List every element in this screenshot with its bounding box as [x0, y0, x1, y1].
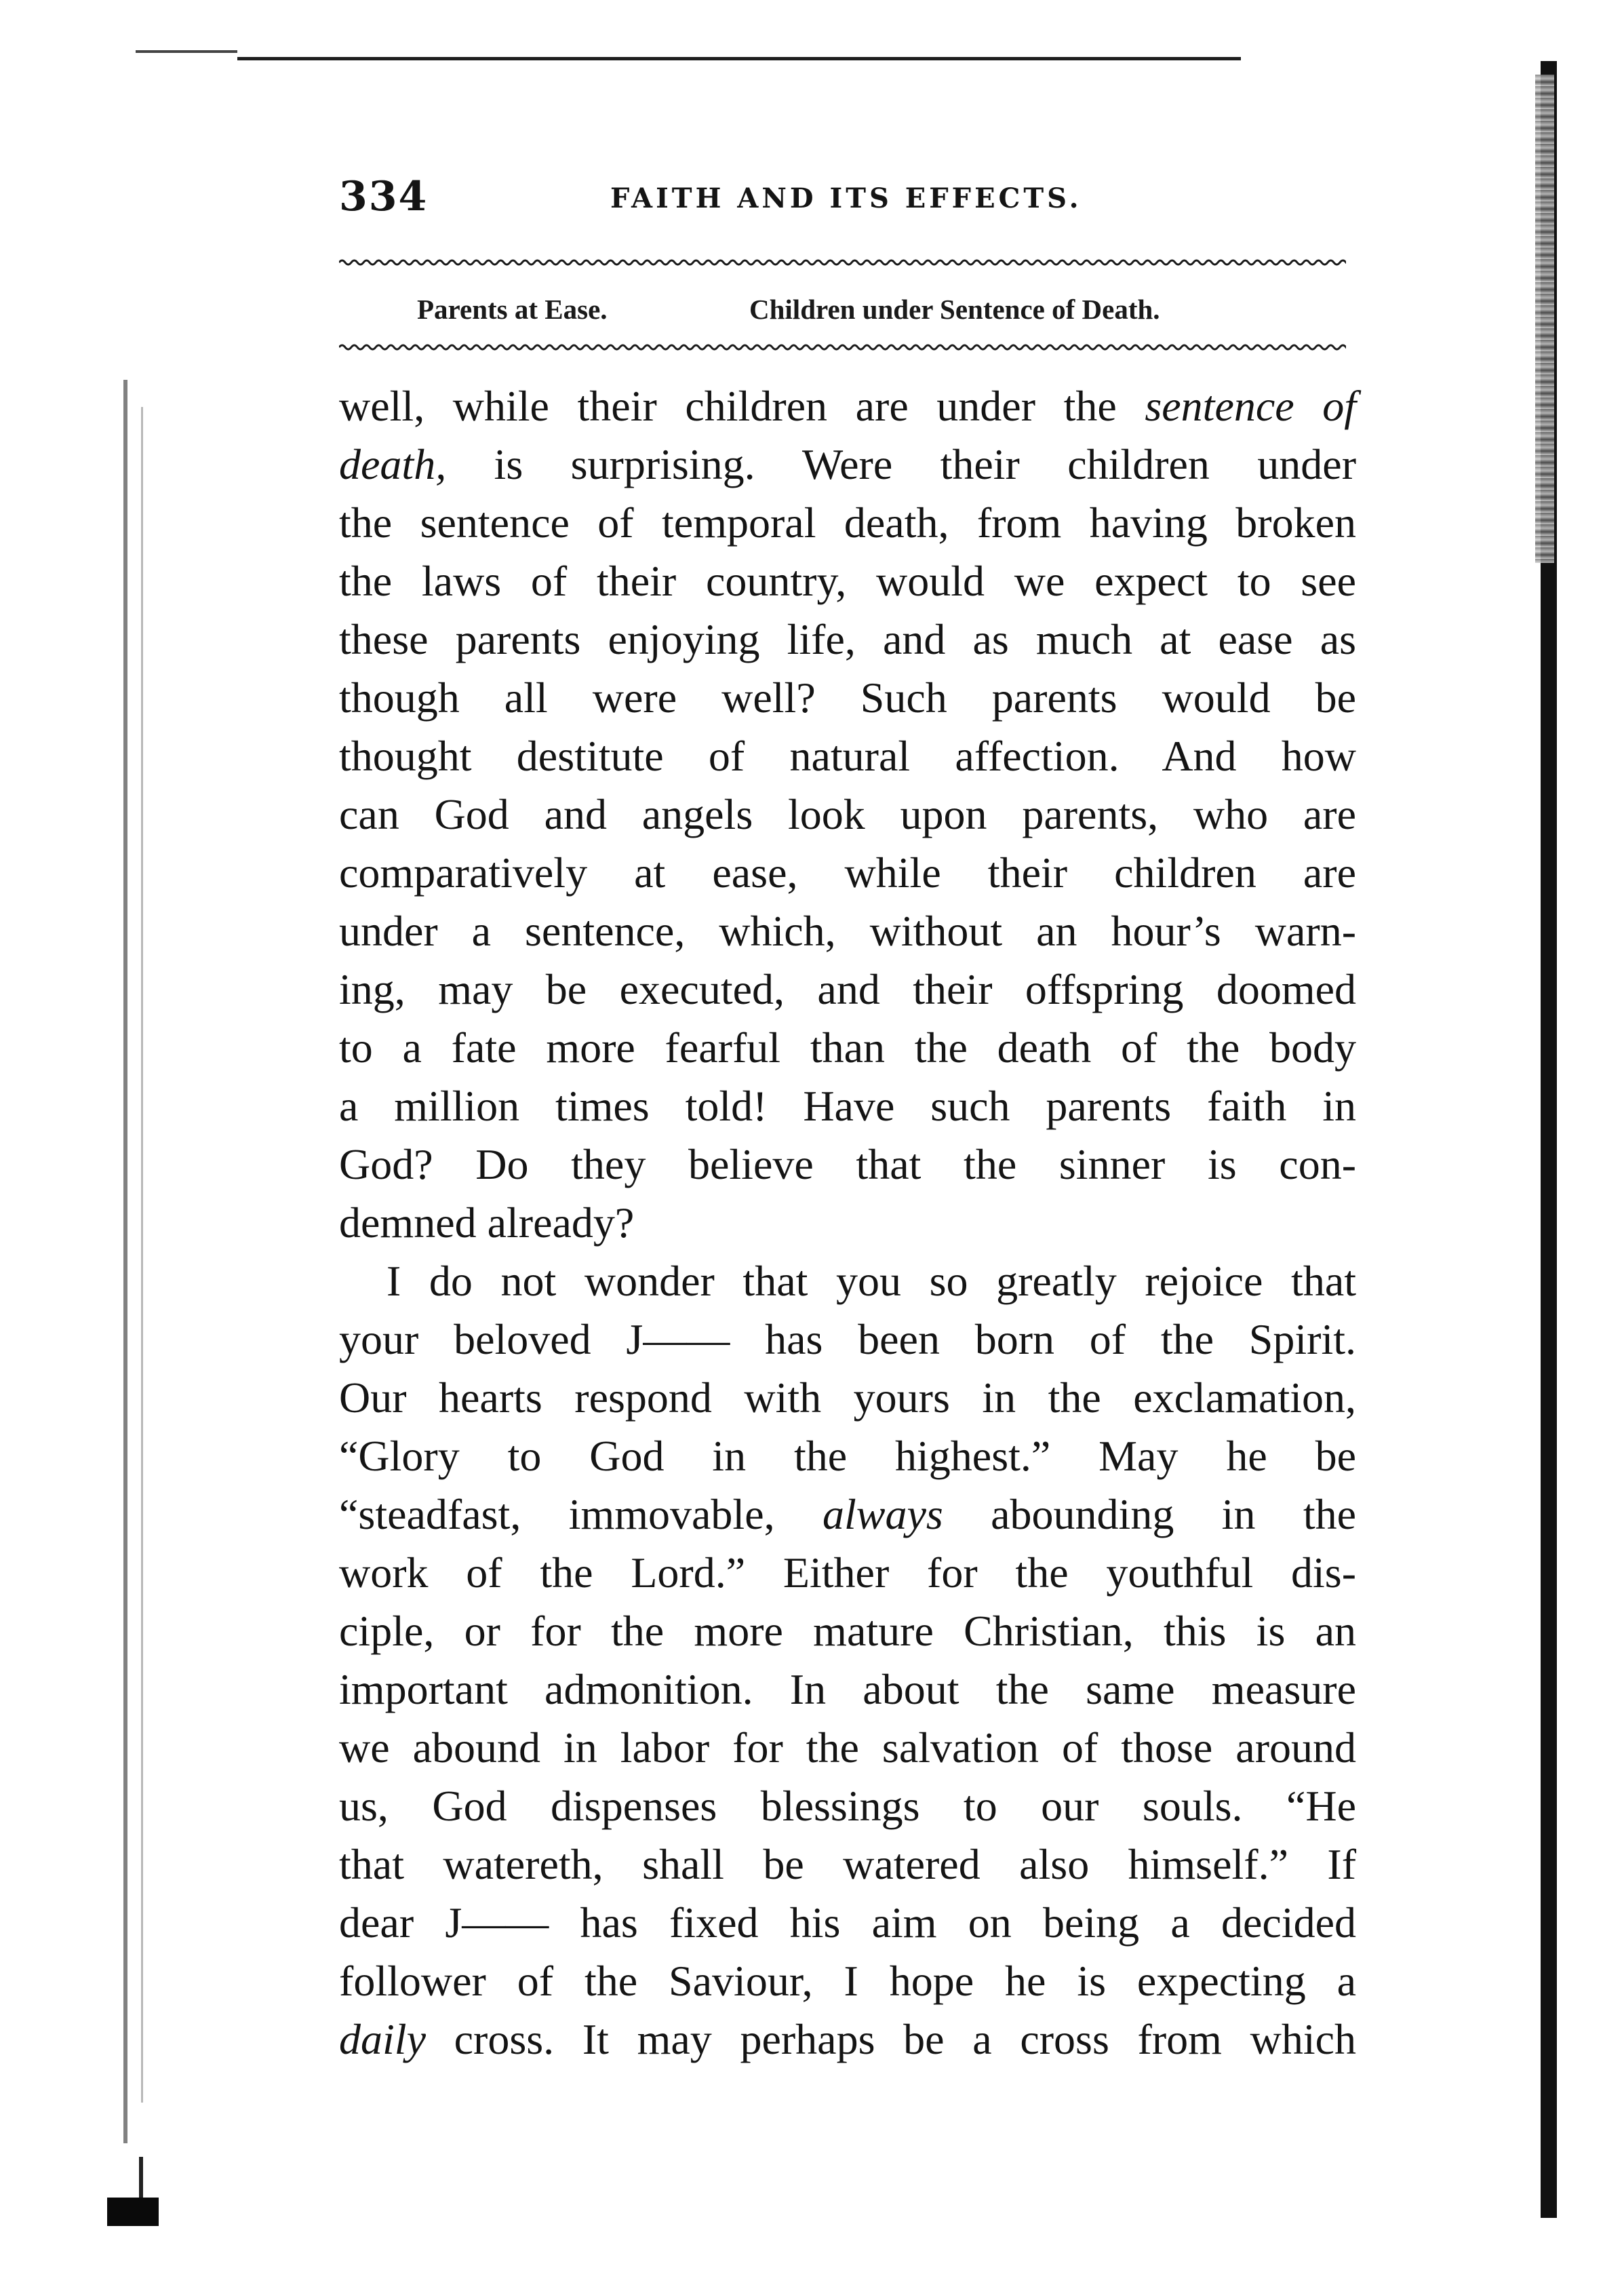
text-line — [339, 494, 1356, 552]
text-line — [339, 1310, 1356, 1369]
text-line — [339, 1660, 1356, 1719]
text-segment: ciple, or for the more mature Christian, this is an — [339, 1607, 1356, 1655]
text-segment: cross. It may perhaps be a cross from which — [425, 2015, 1356, 2063]
text-line — [339, 1485, 1356, 1544]
text-line — [339, 552, 1356, 610]
wavy-rule-bottom — [339, 343, 1346, 352]
body-text — [339, 377, 1356, 2069]
text-segment: a million times told! Have such parents faith in — [339, 1082, 1356, 1130]
text-line — [339, 1194, 1356, 1252]
text-segment: important admonition. In about the same measure — [339, 1665, 1356, 1713]
page-number: 334 — [339, 173, 429, 220]
italic-text: always — [822, 1490, 943, 1538]
text-line — [339, 844, 1356, 902]
text-line — [339, 610, 1356, 669]
text-segment: though all were well? Such parents would be — [339, 674, 1356, 722]
text-segment: demned already? — [339, 1198, 635, 1247]
text-segment: comparatively at ease, while their children are — [339, 848, 1356, 897]
wavy-rule-top — [339, 258, 1346, 267]
text-segment: work of the Lord.” Either for the youthful dis- — [339, 1548, 1356, 1597]
text-segment: the laws of their country, would we expect to see — [339, 557, 1356, 605]
text-segment: God? Do they believe that the sinner is con- — [339, 1140, 1356, 1188]
subheading-left: Parents at Ease. — [417, 294, 608, 325]
subheading-right: Children under Sentence of Death. — [749, 294, 1160, 325]
text-segment: well, while their children are under the — [339, 382, 1145, 430]
text-segment: under a sentence, which, without an hour’s warn- — [339, 907, 1356, 955]
text-segment: is surprising. Were their children under — [446, 440, 1356, 488]
text-line — [339, 1427, 1356, 1485]
text-segment: us, God dispenses blessings to our souls. “He — [339, 1782, 1356, 1830]
text-segment: the sentence of temporal death, from having broken — [339, 499, 1356, 547]
text-line — [339, 1835, 1356, 1894]
text-segment: your beloved J—— has been born of the Spirit. — [339, 1315, 1356, 1363]
text-segment: follower of the Saviour, I hope he is expecting a — [339, 1957, 1356, 2005]
text-line — [339, 1077, 1356, 1135]
text-line — [339, 1019, 1356, 1077]
text-line — [339, 1369, 1356, 1427]
text-segment: dear J—— has fixed his aim on being a decided — [339, 1898, 1356, 1947]
scan-right-edge-texture — [1535, 75, 1554, 563]
italic-text: daily — [339, 2015, 426, 2063]
scan-top-mark — [136, 50, 237, 53]
text-line — [339, 669, 1356, 727]
italic-text: sentence of — [1145, 382, 1357, 430]
text-line — [339, 1719, 1356, 1777]
text-segment: can God and angels look upon parents, who are — [339, 790, 1356, 838]
running-head — [339, 173, 1356, 227]
text-line — [339, 377, 1356, 435]
running-title: FAITH AND ITS EFFECTS. — [610, 182, 1082, 214]
text-segment: we abound in labor for the salvation of those around — [339, 1723, 1356, 1772]
text-segment: to a fate more fearful than the death of the body — [339, 1023, 1356, 1072]
text-line — [339, 1135, 1356, 1194]
text-segment: these parents enjoying life, and as much at ease as — [339, 615, 1356, 663]
text-segment: ing, may be executed, and their offspring doomed — [339, 965, 1356, 1013]
text-line — [339, 435, 1356, 494]
text-segment: abounding in the — [943, 1490, 1357, 1538]
italic-text: death, — [339, 440, 447, 488]
text-line — [339, 785, 1356, 844]
text-line — [339, 1544, 1356, 1602]
text-segment: that watereth, shall be watered also himself.” If — [339, 1840, 1356, 1888]
scan-left-edge — [123, 380, 127, 2143]
text-line — [339, 1777, 1356, 1835]
text-segment: “steadfast, immovable, — [339, 1490, 823, 1538]
text-line — [339, 960, 1356, 1019]
text-line — [339, 902, 1356, 960]
text-line — [339, 1252, 1356, 1310]
text-segment: thought destitute of natural affection. And how — [339, 732, 1356, 780]
scan-corner-mark — [107, 2198, 159, 2226]
scan-left-edge-inner — [141, 407, 143, 2103]
text-segment: I do not wonder that you so greatly rejoice that — [387, 1257, 1356, 1305]
text-line — [339, 1894, 1356, 1952]
text-line — [339, 727, 1356, 785]
text-line — [339, 1952, 1356, 2010]
text-line — [339, 2010, 1356, 2069]
text-segment: Our hearts respond with yours in the exclamation, — [339, 1373, 1356, 1422]
scan-top-rule — [237, 57, 1241, 60]
text-line — [339, 1602, 1356, 1660]
text-segment: “Glory to God in the highest.” May he be — [339, 1432, 1356, 1480]
